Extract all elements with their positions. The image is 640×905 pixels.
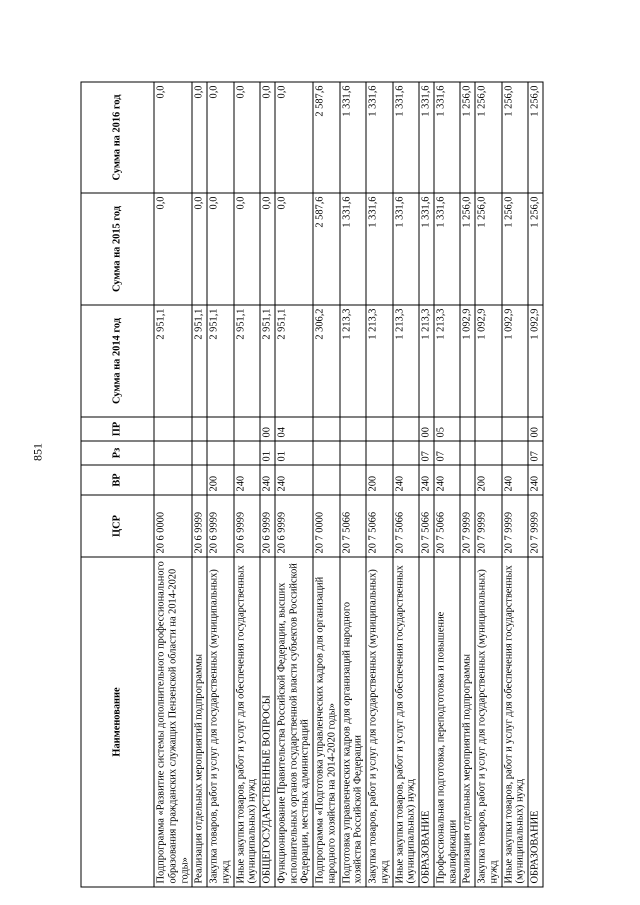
row-sum-2016-cell: 1 256,0 bbox=[501, 82, 528, 193]
row-sum-2015-cell: 1 331,6 bbox=[339, 193, 366, 305]
row-csr-cell: 20 7 5066 bbox=[392, 495, 419, 557]
row-sum-2014-cell: 1 092,9 bbox=[528, 305, 543, 417]
row-vr-cell bbox=[192, 465, 207, 495]
row-name-cell: Реализация отдельных мероприятий подпрограммы bbox=[192, 557, 207, 887]
row-name-cell: Закупка товаров, работ и услуг для государственных (муниципальных) нужд bbox=[207, 557, 234, 887]
row-sum-2014-cell: 1 213,3 bbox=[392, 305, 419, 417]
row-name-cell: Иные закупки товаров, работ и услуг для обеспечения государственных (муниципальных) нужд bbox=[501, 557, 528, 887]
row-sum-2014-cell: 1 213,3 bbox=[419, 305, 434, 417]
row-rz-cell: 07 bbox=[528, 441, 543, 465]
row-sum-2014-cell: 1 213,3 bbox=[433, 305, 460, 417]
row-csr-cell: 20 7 9999 bbox=[501, 495, 528, 557]
row-sum-2016-cell: 1 331,6 bbox=[366, 82, 393, 193]
row-name-cell: Подпрограмма «Подготовка управленческих кадров для организаций народного хозяйства на 2014-2020 годы» bbox=[313, 557, 340, 887]
rotated-page-content bbox=[80, 83, 540, 888]
row-sum-2016-cell: 0,0 bbox=[260, 82, 275, 193]
row-pr-cell bbox=[233, 417, 260, 441]
row-sum-2015-cell: 0,0 bbox=[233, 193, 260, 305]
row-csr-cell: 20 7 9999 bbox=[460, 495, 475, 557]
row-vr-cell: 200 bbox=[207, 465, 234, 495]
row-rz-cell bbox=[154, 441, 192, 465]
row-sum-2015-cell: 1 331,6 bbox=[392, 193, 419, 305]
row-name-cell: Подготовка управленческих кадров для организаций народного хозяйства Российской Федерации bbox=[339, 557, 366, 887]
row-rz-cell bbox=[192, 441, 207, 465]
table-row bbox=[154, 82, 192, 887]
row-csr-cell: 20 6 9999 bbox=[192, 495, 207, 557]
table-row bbox=[433, 82, 460, 887]
row-rz-cell bbox=[392, 441, 419, 465]
row-sum-2015-cell: 1 331,6 bbox=[366, 193, 393, 305]
row-rz-cell bbox=[475, 441, 502, 465]
table-header-row bbox=[81, 82, 154, 887]
row-vr-cell: 240 bbox=[419, 465, 434, 495]
header-pr: ПР bbox=[81, 417, 154, 441]
row-pr-cell: 00 bbox=[528, 417, 543, 441]
row-sum-2016-cell: 1 331,6 bbox=[433, 82, 460, 193]
row-sum-2014-cell: 1 213,3 bbox=[366, 305, 393, 417]
row-csr-cell: 20 6 9999 bbox=[260, 495, 275, 557]
row-sum-2014-cell: 1 092,9 bbox=[475, 305, 502, 417]
row-sum-2015-cell: 1 256,0 bbox=[501, 193, 528, 305]
row-csr-cell: 20 7 5066 bbox=[433, 495, 460, 557]
row-vr-cell bbox=[460, 465, 475, 495]
row-sum-2015-cell: 0,0 bbox=[207, 193, 234, 305]
table-row bbox=[419, 82, 434, 887]
row-vr-cell: 240 bbox=[233, 465, 260, 495]
row-csr-cell: 20 7 0000 bbox=[313, 495, 340, 557]
row-sum-2015-cell: 1 256,0 bbox=[460, 193, 475, 305]
row-sum-2016-cell: 1 331,6 bbox=[419, 82, 434, 193]
row-sum-2014-cell: 2 306,2 bbox=[313, 305, 340, 417]
header-name: Наименование bbox=[81, 557, 154, 887]
row-name-cell: Реализация отдельных мероприятий подпрограммы bbox=[460, 557, 475, 887]
row-sum-2016-cell: 0,0 bbox=[192, 82, 207, 193]
row-rz-cell: 01 bbox=[260, 441, 275, 465]
row-pr-cell: 00 bbox=[260, 417, 275, 441]
row-csr-cell: 20 6 9999 bbox=[207, 495, 234, 557]
budget-table bbox=[80, 82, 543, 888]
table-row bbox=[366, 82, 393, 887]
row-rz-cell bbox=[207, 441, 234, 465]
row-rz-cell bbox=[366, 441, 393, 465]
row-sum-2015-cell: 0,0 bbox=[154, 193, 192, 305]
table-row bbox=[313, 82, 340, 887]
row-sum-2016-cell: 1 256,0 bbox=[475, 82, 502, 193]
row-sum-2014-cell: 2 951,1 bbox=[207, 305, 234, 417]
row-name-cell: Подпрограмма «Развитие системы дополнительного профессионального образования гражданских служащих Пензенской области на 2014-2020 годы» bbox=[154, 557, 192, 887]
row-vr-cell bbox=[339, 465, 366, 495]
row-sum-2016-cell: 0,0 bbox=[274, 82, 312, 193]
row-pr-cell bbox=[501, 417, 528, 441]
row-sum-2016-cell: 1 331,6 bbox=[392, 82, 419, 193]
row-name-cell: ОБРАЗОВАНИЕ bbox=[419, 557, 434, 887]
page-number: 851 bbox=[30, 443, 45, 461]
table-row bbox=[192, 82, 207, 887]
row-name-cell: ОБРАЗОВАНИЕ bbox=[528, 557, 543, 887]
row-vr-cell: 240 bbox=[528, 465, 543, 495]
row-name-cell: Иные закупки товаров, работ и услуг для обеспечения государственных (муниципальных) нужд bbox=[233, 557, 260, 887]
row-sum-2014-cell: 2 951,1 bbox=[233, 305, 260, 417]
row-name-cell: Закупка товаров, работ и услуг для государственных (муниципальных) нужд bbox=[475, 557, 502, 887]
table-row bbox=[460, 82, 475, 887]
row-sum-2015-cell: 1 331,6 bbox=[419, 193, 434, 305]
row-vr-cell: 240 bbox=[274, 465, 312, 495]
row-name-cell: Иные закупки товаров, работ и услуг для обеспечения государственных (муниципальных) нужд bbox=[392, 557, 419, 887]
table-body bbox=[154, 82, 543, 887]
row-sum-2015-cell: 1 256,0 bbox=[475, 193, 502, 305]
row-sum-2015-cell: 0,0 bbox=[274, 193, 312, 305]
header-sum-2016: Сумма на 2016 год bbox=[81, 82, 154, 193]
row-name-cell: Функционирование Правительства Российской Федерации, высших исполнительных органов государственной власти субъектов Российской Федерации, местных администраций bbox=[274, 557, 312, 887]
row-sum-2014-cell: 2 951,1 bbox=[192, 305, 207, 417]
row-name-cell: Профессиональная подготовка, переподготовка и повышение квалификации bbox=[433, 557, 460, 887]
row-pr-cell bbox=[154, 417, 192, 441]
row-pr-cell: 05 bbox=[433, 417, 460, 441]
row-vr-cell: 240 bbox=[501, 465, 528, 495]
row-vr-cell: 200 bbox=[475, 465, 502, 495]
row-rz-cell bbox=[460, 441, 475, 465]
table-row bbox=[233, 82, 260, 887]
row-csr-cell: 20 6 9999 bbox=[274, 495, 312, 557]
row-pr-cell bbox=[460, 417, 475, 441]
row-csr-cell: 20 7 5066 bbox=[366, 495, 393, 557]
row-name-cell: Закупка товаров, работ и услуг для государственных (муниципальных) нужд bbox=[366, 557, 393, 887]
table-row bbox=[528, 82, 543, 887]
row-sum-2014-cell: 2 951,1 bbox=[154, 305, 192, 417]
row-pr-cell: 04 bbox=[274, 417, 312, 441]
row-sum-2015-cell: 1 256,0 bbox=[528, 193, 543, 305]
row-csr-cell: 20 6 9999 bbox=[233, 495, 260, 557]
table-row bbox=[392, 82, 419, 887]
table-row bbox=[260, 82, 275, 887]
row-rz-cell bbox=[339, 441, 366, 465]
table-row bbox=[274, 82, 312, 887]
row-pr-cell bbox=[475, 417, 502, 441]
row-pr-cell bbox=[366, 417, 393, 441]
table-row bbox=[501, 82, 528, 887]
header-vr: ВР bbox=[81, 465, 154, 495]
row-csr-cell: 20 7 5066 bbox=[419, 495, 434, 557]
row-pr-cell bbox=[313, 417, 340, 441]
table-row bbox=[339, 82, 366, 887]
header-sum-2014: Сумма на 2014 год bbox=[81, 305, 154, 417]
row-pr-cell bbox=[392, 417, 419, 441]
row-sum-2015-cell: 0,0 bbox=[260, 193, 275, 305]
row-vr-cell: 240 bbox=[392, 465, 419, 495]
row-csr-cell: 20 6 0000 bbox=[154, 495, 192, 557]
row-pr-cell: 00 bbox=[419, 417, 434, 441]
row-sum-2016-cell: 0,0 bbox=[207, 82, 234, 193]
row-sum-2016-cell: 1 256,0 bbox=[460, 82, 475, 193]
row-name-cell: ОБЩЕГОСУДАРСТВЕННЫЕ ВОПРОСЫ bbox=[260, 557, 275, 887]
row-sum-2014-cell: 1 092,9 bbox=[460, 305, 475, 417]
row-csr-cell: 20 7 9999 bbox=[528, 495, 543, 557]
row-sum-2016-cell: 1 331,6 bbox=[339, 82, 366, 193]
row-rz-cell bbox=[501, 441, 528, 465]
row-vr-cell bbox=[154, 465, 192, 495]
row-sum-2016-cell: 0,0 bbox=[233, 82, 260, 193]
row-rz-cell: 07 bbox=[419, 441, 434, 465]
row-csr-cell: 20 7 5066 bbox=[339, 495, 366, 557]
row-sum-2015-cell: 2 587,6 bbox=[313, 193, 340, 305]
row-pr-cell bbox=[207, 417, 234, 441]
row-csr-cell: 20 7 9999 bbox=[475, 495, 502, 557]
row-vr-cell: 200 bbox=[366, 465, 393, 495]
row-sum-2014-cell: 2 951,1 bbox=[274, 305, 312, 417]
row-rz-cell bbox=[233, 441, 260, 465]
table-row bbox=[207, 82, 234, 887]
row-vr-cell: 240 bbox=[433, 465, 460, 495]
row-sum-2014-cell: 2 951,1 bbox=[260, 305, 275, 417]
row-vr-cell bbox=[313, 465, 340, 495]
row-pr-cell bbox=[192, 417, 207, 441]
row-rz-cell: 01 bbox=[274, 441, 312, 465]
row-vr-cell: 240 bbox=[260, 465, 275, 495]
row-sum-2016-cell: 1 256,0 bbox=[528, 82, 543, 193]
row-sum-2016-cell: 2 587,6 bbox=[313, 82, 340, 193]
header-rz: Рз bbox=[81, 441, 154, 465]
row-pr-cell bbox=[339, 417, 366, 441]
row-sum-2015-cell: 1 331,6 bbox=[433, 193, 460, 305]
table-row bbox=[475, 82, 502, 887]
row-sum-2016-cell: 0,0 bbox=[154, 82, 192, 193]
row-sum-2014-cell: 1 213,3 bbox=[339, 305, 366, 417]
header-sum-2015: Сумма на 2015 год bbox=[81, 193, 154, 305]
row-rz-cell: 07 bbox=[433, 441, 460, 465]
row-rz-cell bbox=[313, 441, 340, 465]
row-sum-2015-cell: 0,0 bbox=[192, 193, 207, 305]
header-csr: ЦСР bbox=[81, 495, 154, 557]
row-sum-2014-cell: 1 092,9 bbox=[501, 305, 528, 417]
